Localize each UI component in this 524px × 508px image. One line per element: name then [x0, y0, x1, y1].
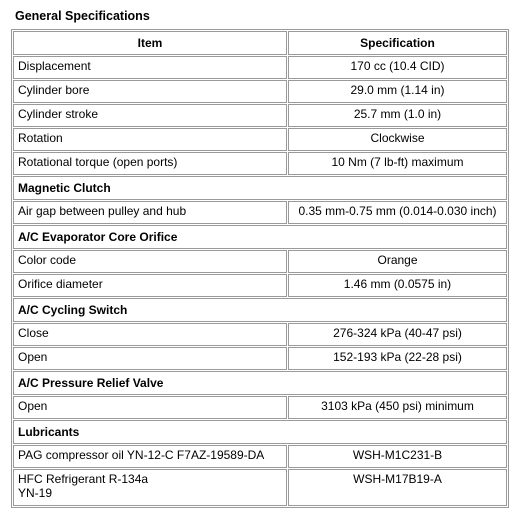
- spec-cell: 3103 kPa (450 psi) minimum: [288, 396, 507, 419]
- table-header-row: [13, 31, 507, 55]
- table-row: [13, 152, 507, 175]
- item-cell: Rotation: [13, 128, 287, 151]
- table-row: [13, 201, 507, 224]
- item-cell: Open: [13, 347, 287, 370]
- table-row: [13, 469, 507, 506]
- item-cell: [13, 469, 287, 506]
- spec-cell: 1.46 mm (0.0575 in): [288, 274, 507, 297]
- spec-cell: 25.7 mm (1.0 in): [288, 104, 507, 127]
- item-cell: Color code: [13, 250, 287, 273]
- column-header-item: Item: [13, 31, 287, 55]
- item-cell: Orifice diameter: [13, 274, 287, 297]
- section-heading: A/C Evaporator Core Orifice: [13, 225, 507, 249]
- table-row: [13, 396, 507, 419]
- section-heading-row: [13, 176, 507, 200]
- table-row: [13, 323, 507, 346]
- spec-cell: 276-324 kPa (40-47 psi): [288, 323, 507, 346]
- table-row: [13, 56, 507, 79]
- spec-cell: 0.35 mm-0.75 mm (0.014-0.030 inch): [288, 201, 507, 224]
- item-line: YN-19: [18, 486, 53, 500]
- table-row: [13, 128, 507, 151]
- spec-cell: WSH-M1C231-B: [288, 445, 507, 468]
- table-row: [13, 347, 507, 370]
- section-heading: Lubricants: [13, 420, 507, 444]
- item-cell: Open: [13, 396, 287, 419]
- section-heading-row: [13, 298, 507, 322]
- table-row: [13, 104, 507, 127]
- page-title: General Specifications: [15, 9, 150, 23]
- table-row: [13, 274, 507, 297]
- item-cell: Rotational torque (open ports): [13, 152, 287, 175]
- table-row: [13, 445, 507, 468]
- section-heading-row: [13, 371, 507, 395]
- spec-cell: 10 Nm (7 lb-ft) maximum: [288, 152, 507, 175]
- spec-cell: WSH-M17B19-A: [288, 469, 507, 506]
- specifications-table: [11, 29, 509, 508]
- spec-cell: Clockwise: [288, 128, 507, 151]
- section-heading-row: [13, 420, 507, 444]
- item-cell: Displacement: [13, 56, 287, 79]
- item-line: HFC Refrigerant R-134a: [18, 472, 149, 486]
- spec-cell: 29.0 mm (1.14 in): [288, 80, 507, 103]
- spec-cell: 152-193 kPa (22-28 psi): [288, 347, 507, 370]
- section-heading: A/C Cycling Switch: [13, 298, 507, 322]
- spec-cell: Orange: [288, 250, 507, 273]
- item-cell: Air gap between pulley and hub: [13, 201, 287, 224]
- spec-cell: 170 cc (10.4 CID): [288, 56, 507, 79]
- item-cell: PAG compressor oil YN-12-C F7AZ-19589-DA: [13, 445, 287, 468]
- column-header-specification: Specification: [288, 31, 507, 55]
- section-heading: Magnetic Clutch: [13, 176, 507, 200]
- item-cell: Cylinder bore: [13, 80, 287, 103]
- section-heading-row: [13, 225, 507, 249]
- item-cell: Close: [13, 323, 287, 346]
- table-row: [13, 80, 507, 103]
- table-row: [13, 250, 507, 273]
- item-cell: Cylinder stroke: [13, 104, 287, 127]
- section-heading: A/C Pressure Relief Valve: [13, 371, 507, 395]
